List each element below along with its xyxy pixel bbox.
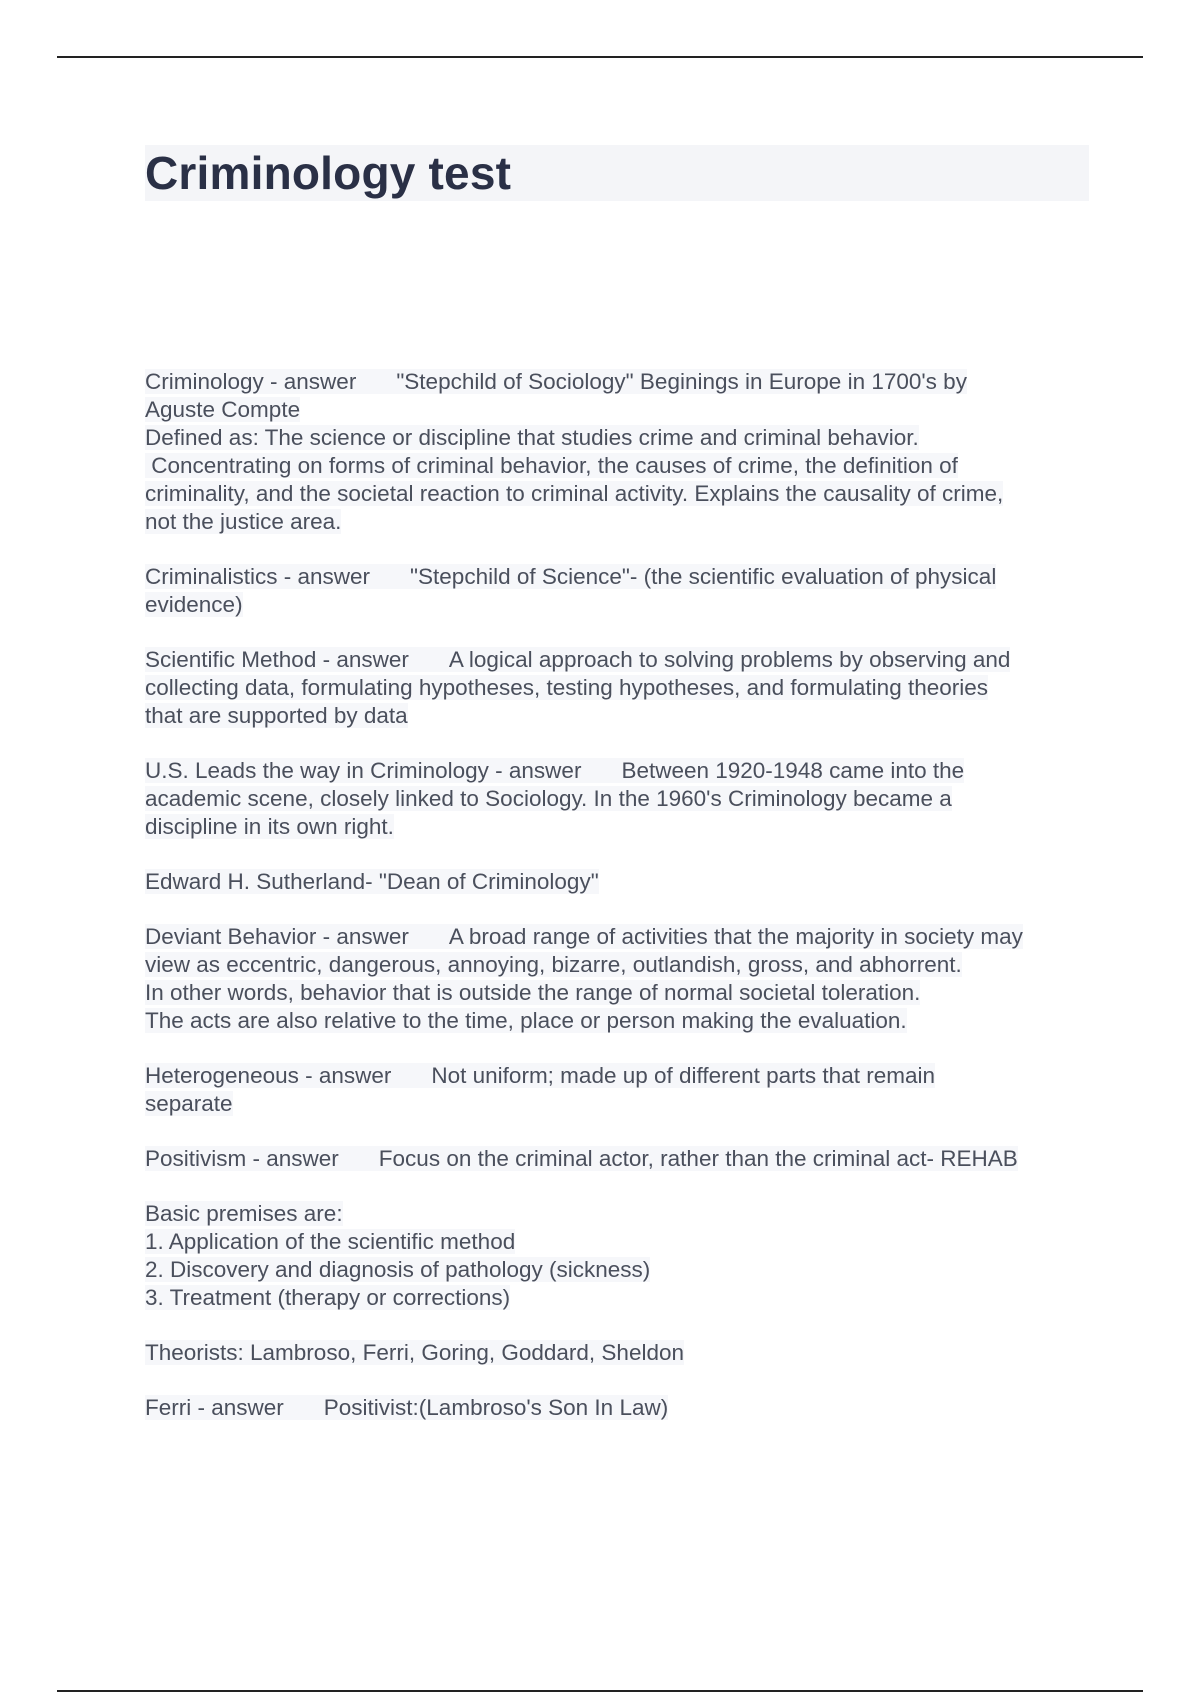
qa-entry: [145, 368, 1095, 536]
line-highlight: [145, 703, 408, 728]
qa-entry: [145, 646, 1095, 730]
entry-line: [145, 757, 1095, 785]
entry-text: Aguste Compte: [145, 397, 301, 422]
line-highlight: [145, 675, 988, 700]
entry-text: Basic premises are:: [145, 1201, 343, 1226]
line-highlight: [145, 481, 1003, 506]
entry-line: [145, 702, 1095, 730]
entry-text: academic scene, closely linked to Sociology. In the 1960's Criminology became a: [145, 786, 952, 811]
line-highlight: [145, 952, 962, 977]
entry-text: that are supported by data: [145, 703, 408, 728]
qa-entry: [145, 1200, 1095, 1312]
line-highlight: [145, 1395, 668, 1420]
entry-line: [145, 1145, 1095, 1173]
qa-entry: [145, 1145, 1095, 1173]
entry-line: [145, 424, 1095, 452]
qa-entry: [145, 563, 1095, 619]
entry-line: [145, 813, 1095, 841]
line-highlight: [145, 369, 967, 394]
entry-text: Theorists: Lambroso, Ferri, Goring, Goddard, Sheldon: [145, 1340, 685, 1365]
line-highlight: [145, 786, 952, 811]
line-highlight: [145, 509, 341, 534]
entry-text: collecting data, formulating hypotheses, testing hypotheses, and formulating theories: [145, 675, 989, 700]
entry-term: Ferri - answer: [145, 1395, 284, 1420]
line-highlight: [145, 758, 964, 783]
entry-line: [145, 396, 1095, 424]
entry-line: [145, 785, 1095, 813]
entry-line: [145, 979, 1095, 1007]
entry-term: U.S. Leads the way in Criminology - answer: [145, 758, 582, 783]
line-highlight: [145, 1201, 343, 1226]
entry-line: [145, 1256, 1095, 1284]
entry-term: Criminalistics - answer: [145, 564, 371, 589]
entry-text: Concentrating on forms of criminal behavior, the causes of crime, the definition of: [145, 453, 958, 478]
entry-term: Scientific Method - answer: [145, 647, 409, 672]
entry-text: not the justice area.: [145, 509, 342, 534]
entry-line: [145, 1394, 1095, 1422]
line-highlight: [145, 1146, 1018, 1171]
entry-answer: Positivist:(Lambroso's Son In Law): [323, 1395, 669, 1420]
entry-answer: Focus on the criminal actor, rather than the criminal act- REHAB: [378, 1146, 1018, 1171]
entry-answer: Between 1920-1948 came into the: [621, 758, 965, 783]
line-highlight: [145, 564, 996, 589]
entry-text: view as eccentric, dangerous, annoying, bizarre, outlandish, gross, and abhorrent.: [145, 952, 962, 977]
entry-line: [145, 1339, 1095, 1367]
entry-text: 3. Treatment (therapy or corrections): [145, 1285, 511, 1310]
entry-answer: "Stepchild of Sociology" Beginings in Europe in 1700's by: [396, 369, 967, 394]
entry-answer: A broad range of activities that the majority in society may: [448, 924, 1023, 949]
entry-line: [145, 368, 1095, 396]
line-highlight: [145, 397, 300, 422]
line-highlight: [145, 453, 958, 478]
entry-line: [145, 508, 1095, 536]
line-highlight: [145, 814, 394, 839]
entry-line: [145, 674, 1095, 702]
qa-entry: [145, 1062, 1095, 1118]
line-highlight: [145, 647, 1010, 672]
entry-text: Defined as: The science or discipline that studies crime and criminal behavior.: [145, 425, 919, 450]
entry-line: [145, 868, 1095, 896]
qa-entry: [145, 1394, 1095, 1422]
document-body: [145, 368, 1095, 1449]
line-highlight: [145, 1229, 515, 1254]
entry-text: separate: [145, 1091, 233, 1116]
qa-entry: [145, 757, 1095, 841]
bottom-rule: [57, 1690, 1143, 1692]
entry-line: [145, 1284, 1095, 1312]
qa-entry: [145, 923, 1095, 1035]
entry-text: evidence): [145, 592, 243, 617]
entry-answer: A logical approach to solving problems by observing and: [448, 647, 1011, 672]
line-highlight: [145, 1285, 510, 1310]
entry-line: [145, 646, 1095, 674]
entry-line: [145, 480, 1095, 508]
line-highlight: [145, 592, 243, 617]
entry-text: 2. Discovery and diagnosis of pathology (sickness): [145, 1257, 651, 1282]
entry-line: [145, 1200, 1095, 1228]
entry-line: [145, 1062, 1095, 1090]
entry-text: In other words, behavior that is outside the range of normal societal toleration.: [145, 980, 921, 1005]
entry-line: [145, 1007, 1095, 1035]
entry-line: [145, 923, 1095, 951]
entry-term: Criminology - answer: [145, 369, 357, 394]
line-highlight: [145, 425, 919, 450]
entry-text: criminality, and the societal reaction to criminal activity. Explains the causality of crime,: [145, 481, 1004, 506]
entry-text: 1. Application of the scientific method: [145, 1229, 516, 1254]
entry-text: The acts are also relative to the time, place or person making the evaluation.: [145, 1008, 907, 1033]
entry-line: [145, 1228, 1095, 1256]
line-highlight: [145, 1257, 650, 1282]
entry-line: [145, 951, 1095, 979]
qa-entry: [145, 868, 1095, 896]
page-title: Criminology test: [145, 147, 512, 199]
entry-line: [145, 1090, 1095, 1118]
top-rule: [57, 56, 1143, 58]
qa-entry: [145, 1339, 1095, 1367]
line-highlight: [145, 1340, 684, 1365]
line-highlight: [145, 980, 920, 1005]
entry-term: Deviant Behavior - answer: [145, 924, 409, 949]
entry-term: Heterogeneous - answer: [145, 1063, 392, 1088]
entry-term: Positivism - answer: [145, 1146, 339, 1171]
entry-text: Edward H. Sutherland- "Dean of Criminology": [145, 869, 599, 894]
line-highlight: [145, 1008, 907, 1033]
entry-answer: Not uniform; made up of different parts that remain: [431, 1063, 935, 1088]
entry-answer: "Stepchild of Science"- (the scientific evaluation of physical: [410, 564, 997, 589]
line-highlight: [145, 869, 599, 894]
line-highlight: [145, 1091, 233, 1116]
entry-line: [145, 591, 1095, 619]
line-highlight: [145, 924, 1023, 949]
entry-line: [145, 563, 1095, 591]
entry-text: discipline in its own right.: [145, 814, 394, 839]
entry-line: [145, 452, 1095, 480]
line-highlight: [145, 1063, 935, 1088]
